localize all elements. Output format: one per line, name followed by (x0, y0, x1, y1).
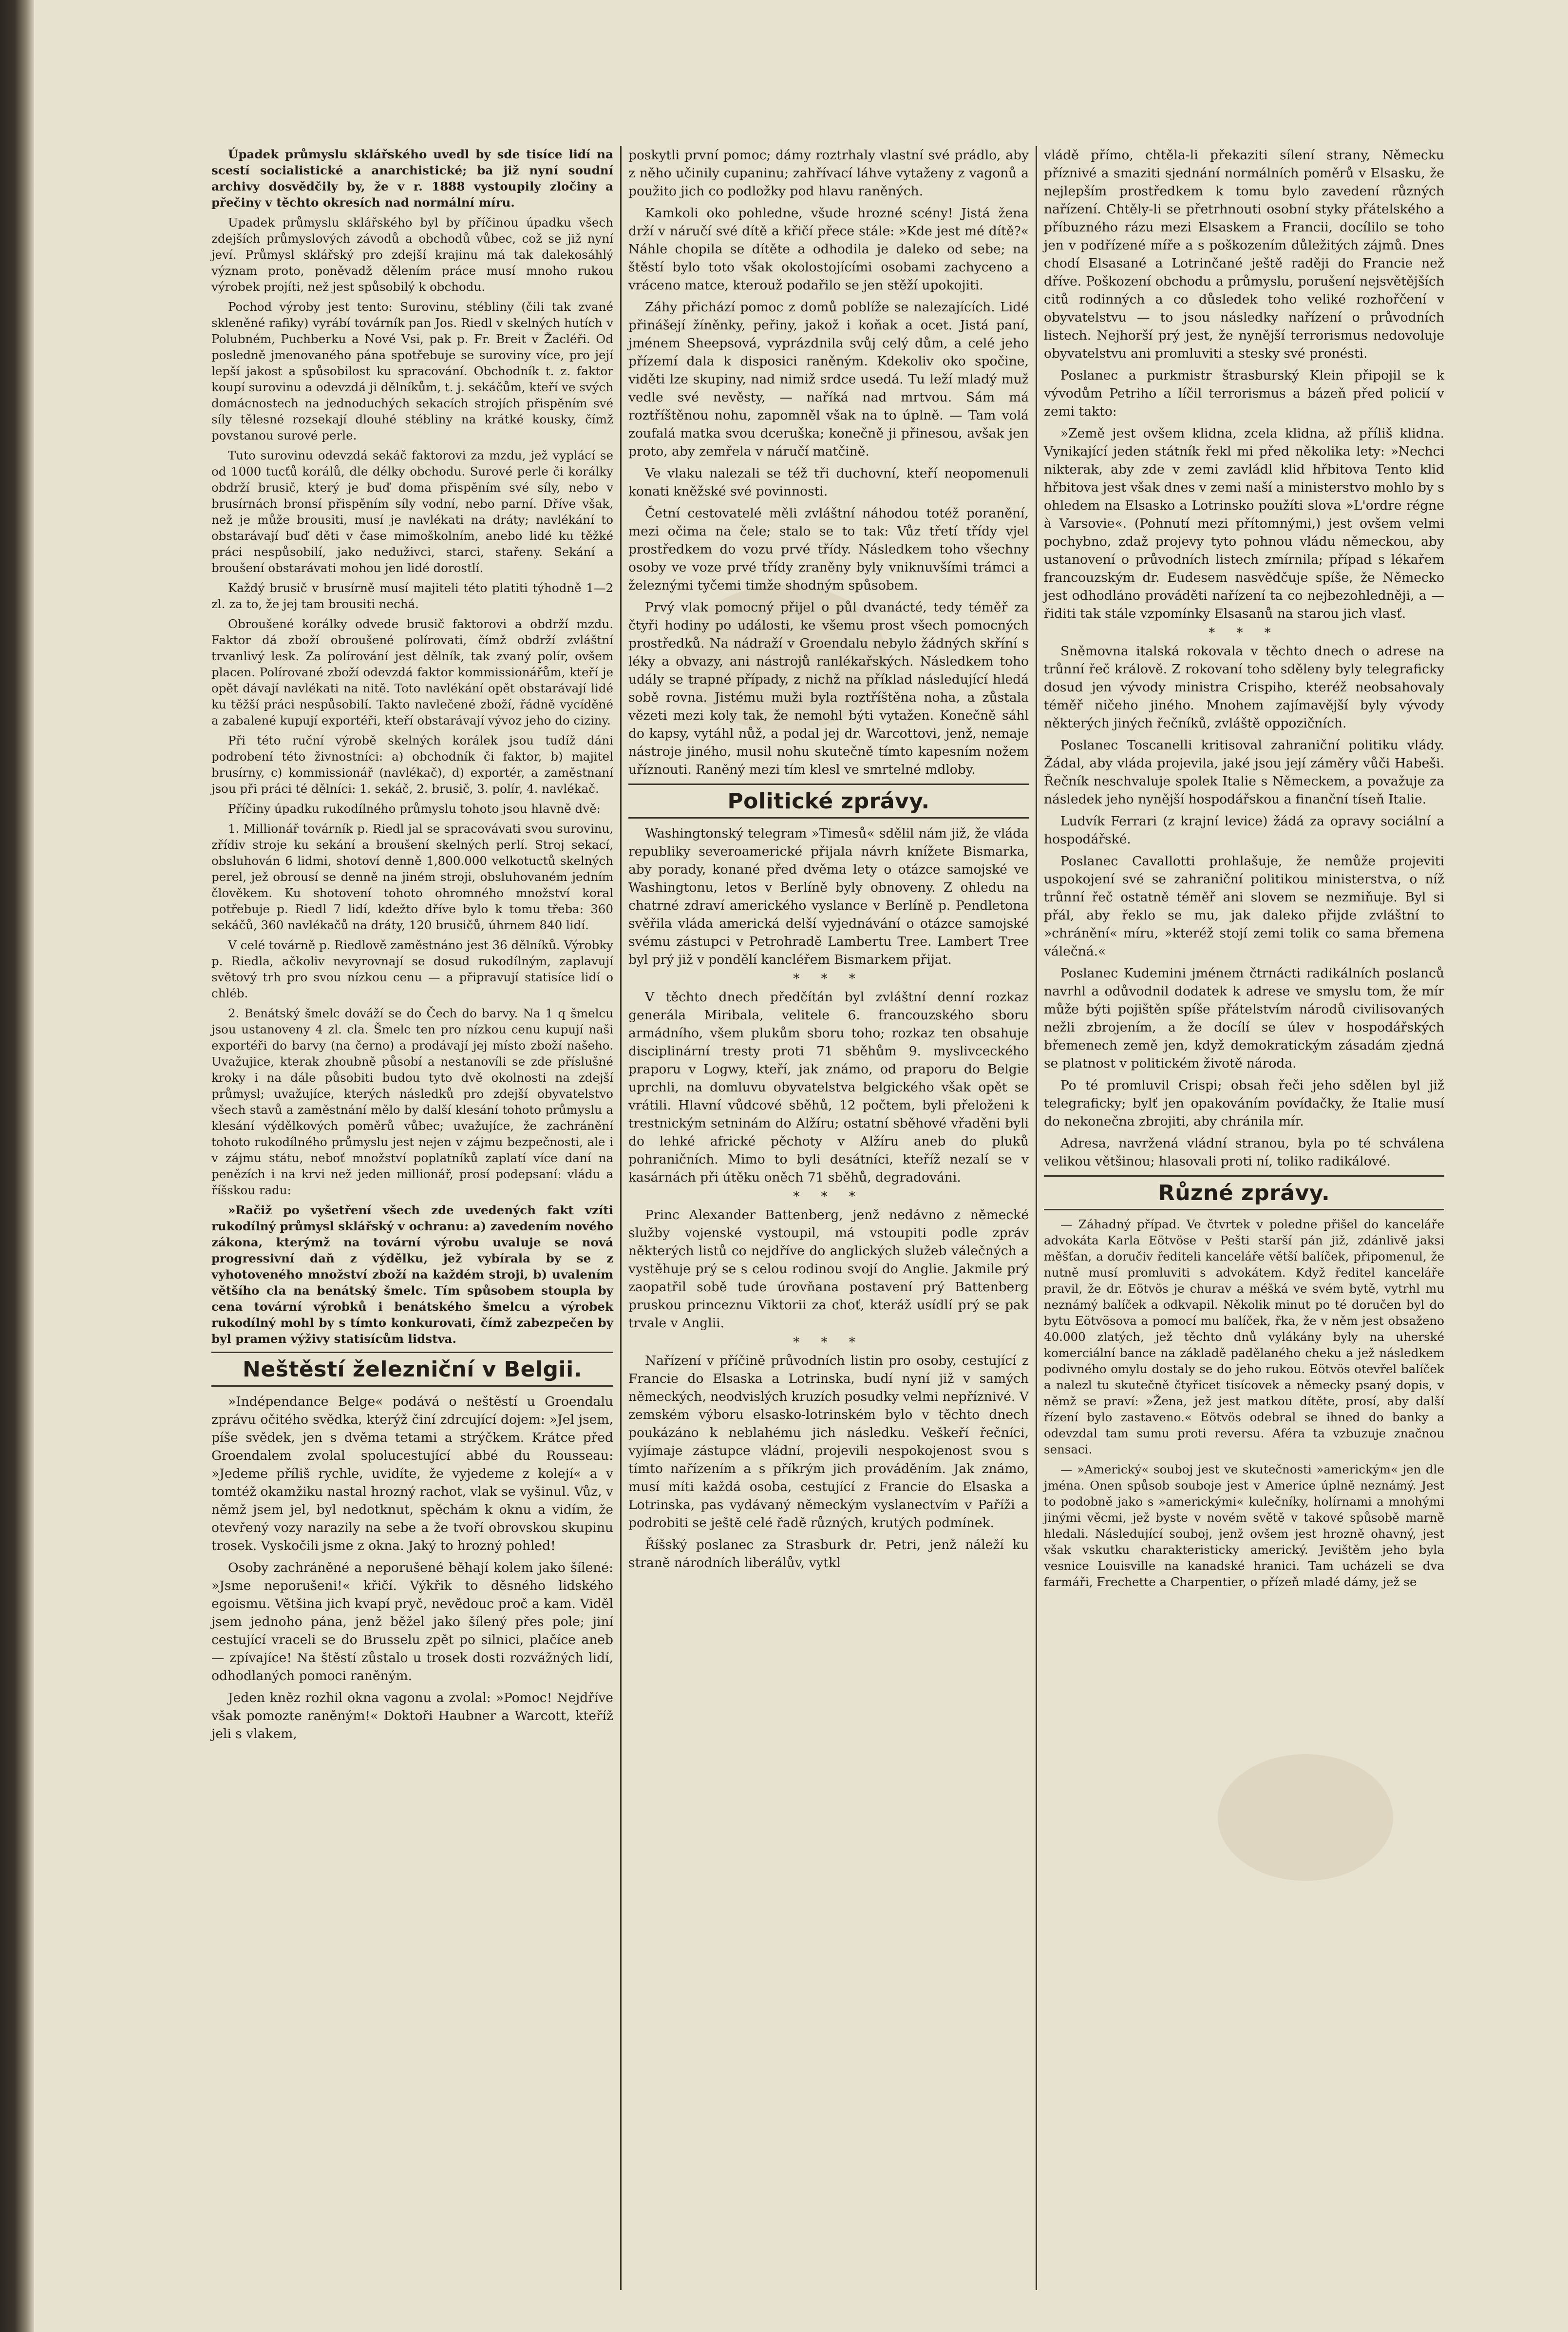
article-paragraph: Ve vlaku nalezali se též tři duchovní, kteří neopomenuli konati kněžské své povinnosti. (628, 466, 1029, 499)
article-paragraph: Washingtonský telegram »Timesů« sdělil nám již, že vláda republiky severoamerické přijala návrh knížete Bismarka, aby porady, konané před dvěma lety o otázce samojské ve Washingtonu, letos v Berlíně byly obnoveny. Z ohledu na chatrné zdraví amerického vyslance v Berlíně p. Pendletona svěřila vláda americká delší vyjednávání o otázce samojské svému zástupci v Petrohradě Lambertu Tree. Lambert Tree byl prý již v pondělí kancléřem Bismarkem přijat. (628, 826, 1029, 967)
article-paragraph: vládě přímo, chtěla-li překaziti sílení strany, Německu příznivé a smaziti sjednání normálních poměrů v Elsasku, že nejlepším prostředkem k tomu bylo zavedení různých nařízení. Chtěly-li se přetrhnouti osobní styky přátelského a příbuzného rázu mezi Elsaskem a Francii, docílilo se toho jen v podřízené míře a s poškozením důležitých zájmů. Dnes chodí Elsasané a Lotrinčané ještě raději do Francie než dříve. Poškození obchodu a průmyslu, porušení nejsvětějších citů rodinných a co důsledek toho veliké rozhořčení v obyvatelstvu — to jsou následky nařízení o průvodních listech. Nejhorší prý jest, že nynější terrorismus nedovoluje obyvatelstvu ani promluviti a stesky své pronésti. (1044, 148, 1444, 361)
article-paragraph: poskytli první pomoc; dámy roztrhaly vlastní své prádlo, aby z něho učinily cupaninu; zahřívací láhve vytaženy z vagonů a použito jich co podložky pod hlavu raněných. (628, 148, 1029, 199)
article-paragraph: Adresa, navržená vládní stranou, byla po té schválena velikou většinou; hlasovali proti ní, toliko radikálové. (1044, 1136, 1444, 1169)
article-paragraph: Poslanec a purkmistr štrasburský Klein připojil se k vývodům Petriho a líčil terrorismus a bázeň před policií v zemi takto: (1044, 368, 1444, 419)
article-paragraph: Po té promluvil Crispi; obsah řeči jeho sdělen byl již telegraficky; bylť jen opakováním povídačky, že Italie musí do nekonečna zbrojiti, aby chránila mír. (1044, 1078, 1444, 1129)
newspaper-page (205, 146, 1452, 2290)
article-paragraph: Úpadek průmyslu sklářského uvedl by sde tisíce lidí na scestí socialistické a anarchistické; ba již nyní soudní archivy dosvědčily by, že v r. 1888 vystoupily zločiny a přečiny v těchto okresích nad normální míru. (211, 147, 613, 210)
section-separator-asterisks: * * * (793, 972, 864, 986)
article-paragraph: Četní cestovatelé měli zvláštní náhodou totéž poranění, mezi očima na čele; stalo se to tak: Vůz třetí třídy vjel prostředkem do vozu prvé třídy. Následkem toho všechny osoby ve voze prvé třídy zraněny byly vniknuvšími trámci a železnými tyčemi timže shodným spůsobem. (628, 506, 1029, 593)
column-2 (620, 146, 1036, 2290)
article-paragraph: Záhy přichází pomoc z domů poblíže se nalezajících. Lidé přinášejí žíněnky, peřiny, jakož i koňak a ocet. Jistá paní, jménem Sheepsová, vyprázdnila svůj celý dům, a celé jeho přízemí dala k disposici raněným. Kdekoliv oko spočine, viděti lze skupiny, nad nimiž srdce usedá. Tu leží mladý muž vedle své nevěsty, — naříká nad mrtvou. Sám má roztříštěnou nohu, zapomněl však na to úplně. — Tam volá zoufalá matka svou dceruška; konečně ji přinesou, avšak jen proto, aby zemřela v náručí matčině. (628, 300, 1029, 459)
page-binding-edge (0, 0, 34, 2332)
article-paragraph: Poslanec Cavallotti prohlašuje, že nemůže projeviti uspokojení své se zahraniční politikou ministerstva, o níž trůnní řeč ostatně téměř ani slovem se nezmiňuje. Byl si přál, aby řeklo se mu, jak daleko přijde zvláštní to »chránění« míru, »kteréž stojí zemi tolik co sama břemena válečná.« (1044, 854, 1444, 959)
section-separator-asterisks: * * * (793, 1335, 864, 1350)
article-paragraph: Obroušené korálky odvede brusič faktorovi a obdrží mzdu. Faktor dá zboží obroušené polírovati, čímž obdrží zvláštní trvanlivý lesk. Za polírování jest dělník, tak zvaný polír, ovšem placen. Polírované zboží odevzdá faktor kommissionářům, kteří je opět dávají navlékati na nitě. Toto navlékání opět obstarávají lidé ku těžší práci nespůsobilí. Takto navlečené zboží, řádně vycíděné a zabalené kupují exportéři, kteří obstarávají vývoz jeho do ciziny. (211, 617, 613, 727)
section-heading-political-news: Politické zprávy. (628, 784, 1029, 819)
article-paragraph: 1. Millionář továrník p. Riedl jal se spracovávati svou surovinu, zřídiv stroje ku sekání a broušení skelných perlí. Stroj sekací, obsluhován 6 lidmi, shotoví denně 1,800.000 velkotuctů skelných perel, jež obrousí se denně na jiném stroji, obsluhovaném jedním člověkem. Ku shotovení tohoto ohromného množství koral potřebuje p. Riedl 7 lidí, kdežto dříve bylo k tomu třeba: 360 sekáčů, 360 navlékačů na dráty, 120 brusičů, úhrnem 840 lidí. (211, 822, 613, 932)
article-paragraph: Upadek průmyslu sklářského byl by příčinou úpadku všech zdejších průmyslových závodů a obchodů vůbec, což se již nyní jeví. Průmysl sklářský pro zdejší krajinu má tak dalekosáhlý význam proto, poněvadž dělením práce musí mnoho rukou výrobek projíti, než jest spůsobilý k obchodu. (211, 215, 613, 294)
article-paragraph: Sněmovna italská rokovala v těchto dnech o adrese na trůnní řeč králově. Z rokovaní toho sděleny byly telegraficky dosud jen vývody ministra Crispiho, kteréž neobsahovaly téměř ničeho jiného. Mnohem zajímavější byly vývody některých jiných řečníků, zvláště oppozičních. (1044, 644, 1444, 731)
article-paragraph: Osoby zachráněné a neporušené běhají kolem jako šílené: »Jsme neporušeni!« křičí. Výkřik to děsného lidského egoismu. Většina jich kvapí pryč, nevědouc proč a kam. Viděl jsem jednoho pána, jenž běžel jako šílený přes pole; jiní cestující vraceli se do Brusselu zpět po silnici, plačíce aneb — zpívajíce! Na štěstí zůstalo u trosek dosti rozvážných lidí, odhodlaných pomoci raněným. (211, 1560, 613, 1683)
article-paragraph: V těchto dnech předčítán byl zvláštní denní rozkaz generála Miribala, velitele 6. francouzského sboru armádního, všem plukům sboru toho; rozkaz ten obsahuje disciplinární tresty proti 71 sběhům 9. myslivceckého praporu v Logwy, kteří, jak známo, od praporu do Belgie uprchli, na domluvu obyvatelstva belgického však opět se vrátili. Hlavní vůdcové sběhů, 12 počtem, byli přeloženi k trestnickým setninám do Alžíru; ostatní sběhové vřaděni byli do lehké africké pěchoty v Alžíru aneb do pluků pohraničních. Mimo to byli desátníci, kteříž nezalí se v kasárnách při útěku oněch 71 sběhů, degradováni. (628, 990, 1029, 1185)
column-3 (1036, 146, 1451, 2290)
article-paragraph: Poslanec Kudemini jménem čtrnácti radikálních poslanců navrhl a odůvodnil dodatek k adrese ve smyslu tom, že mír může býti pojištěn spíše přátelstvím národů civilisovaných nežli zbrojením, a že docílí se úlev v hospodářských břemenech země jen, když demokratickým zásadám zjedná se platnost v politickém životě národa. (1044, 966, 1444, 1071)
article-paragraph: Jeden kněz rozhil okna vagonu a zvolal: »Pomoc! Nejdříve však pomozte raněným!« Doktoři Haubner a Warcott, kteříž jeli s vlakem, (211, 1690, 613, 1741)
article-paragraph: Říšský poslanec za Strasburk dr. Petri, jenž náleží ku straně národních liberálův, vytkl (628, 1537, 1029, 1570)
article-paragraph: Při této ruční výrobě skelných korálek jsou tudíž dáni podrobení této živnostníci: a) obchodník či faktor, b) majitel brusírny, c) kommissionář (navlékač), d) exportér, a zaměstnaní jsou při práci té dělníci: 1. sekáč, 2. brusič, 3. polír, 4. navlékač. (211, 733, 613, 796)
article-paragraph: — »Americký« souboj jest ve skutečnosti »americkým« jen dle jména. Onen spůsob souboje jest v Americe úplně neznámý. Jest to podobně jako s »americkými« kulečníky, holírnami a mnohými jinými věcmi, jež byste v novém světě v takové spůsobě marně hledali. Následující souboj, jenž ovšem jest hrozně ohavný, jest však vskutku charakteristicky americký. Jevištěm jeho byla vesnice Louisville na kanadské hranici. Tam ucházeli se dva farmáři, Frechette a Charpentier, o přízeň mladé dámy, jež se (1044, 1462, 1444, 1589)
article-paragraph: Kamkoli oko pohledne, všude hrozné scény! Jistá žena drží v náručí své dítě a křičí přece stále: »Kde jest mé dítě?« Náhle chopila se dítěte a odhodila je daleko od sebe; na štěstí bylo toto však okolostojícími osobami zachyceno a vráceno matce, kterouž podařilo se jen stěží upokojiti. (628, 206, 1029, 293)
article-paragraph: »Indépendance Belge« podává o neštěstí u Groendalu zprávu očitého svědka, kterýž činí zdrcující dojem: »Jel jsem, píše svědek, jen s dvěma tetami a strýčkem. Krátce před Groendalem zvolal spolucestující abbé du Rousseau: »Jedeme příliš rychle, uvidíte, že vyjedeme z kolejí« a v tomtéž okamžiku nastal hrozný rachot, vlak se vyšinul. Vůz, v němž jsem jel, byl nedotknut, spěchám k oknu a vidím, že otevřený vozy narazily na sebe a že tvoří obrovskou skupinu trosek. Vyskočili jsme z okna. Jaký to hrozný pohled! (211, 1394, 613, 1553)
section-heading-railway-accident: Neštěstí železniční v Belgii. (211, 1352, 613, 1387)
article-paragraph: »Račiž po vyšetření všech zde uvedených fakt vzíti rukodílný průmysl sklářský v ochranu: a) zavedením nového zákona, kterýmž na tovární výrobu uvaluje se nová progressivní daň z výdělku, jež vybírala by se z vyhotoveného množství zboží na každém stroji, b) uvalením většího cla na benátský šmelc. Tím spůsobem stoupla by cena tovární výrobků i benátského šmelcu a výrobek rukodílný mohl by s tímto konkurovati, čímž zabezpečen by byl pramen výživy statisícům lidstva. (211, 1203, 613, 1346)
article-paragraph: Každý brusič v brusírně musí majiteli této platiti týhodně 1—2 zl. za to, že jej tam brousiti nechá. (211, 581, 613, 611)
article-paragraph: V celé továrně p. Riedlově zaměstnáno jest 36 dělníků. Výrobky p. Riedla, ačkoliv nevyrovnají se dosud rukodílným, zaplavují světový trh pro svou nízkou cenu — a připravují statisíce lidí o chléb. (211, 938, 613, 1000)
article-paragraph: Princ Alexander Battenberg, jenž nedávno z německé služby vojenské vystoupil, má vstoupiti podle zpráv některých listů co nejdříve do anglických služeb válečných a vystěhuje prý se s celou rodinou svojí do Anglie. Jakmile prý zaopatřil sobě tude úrovňana postavení prý Battenberg pruskou princeznu Viktorii za choť, kteráž usídlí prý se pak trvale v Anglii. (628, 1207, 1029, 1331)
article-paragraph: Příčiny úpadku rukodílného průmyslu tohoto jsou hlavně dvě: (228, 802, 601, 816)
article-paragraph: Nařízení v příčině průvodních listin pro osoby, cestující z Francie do Elsaska a Lotrinska, budí nyní již v samých německých, neodvislých kruzích posudky velmi nepříznivé. V zemském výboru elsasko-lotrinském bylo v těchto dnech poukázáno k neblahému jich následku. Veškeří řečníci, vyjímaje zástupce vládní, projevili nespokojenost svou s tímto nařízením a s příkrým jich prováděním. Jak známo, musí míti každá osoba, cestující z Francie do Elsaska a Lotrinska, pas vydávaný německým vyslanectvím v Paříži a podrobiti se ještě celé řadě různých, krutých podmínek. (628, 1353, 1029, 1530)
article-paragraph: — Záhadný případ. Ve čtvrtek v poledne přišel do kanceláře advokáta Karla Eötvöse v Pešti starší pán již, zdánlivě jaksi měšťan, a doručiv řediteli kanceláře větší balíček, připomenul, že nutně musí promluviti s advokátem. Když ředitel kanceláře pravil, že dr. Eötvös je churav a méšká ve svém bytě, vytrhl mu neznámý balíček a odkvapil. Několik minut po té doručen byl do bytu Eötvösova a pomocí mu balíček, řka, že v něm jest obsaženo 40.000 zlatých, jež těchto dnů vylákány byly na uherské komerciální bance na základě padělaného cheku a jež následkem podivného omylu dostaly se do jeho rukou. Eötvös otevřel balíček a nalezl tu skutečně čtyřicet tisícovek a německy psaný dopis, v němž se praví: »Žena, jež jest matkou dítěte, prosí, aby další řízení bylo zastaveno.« Eötvös odebral se ihned do banky a odevzdal tam sumu proti reversu. Aféra ta vzbuzuje značnou sensaci. (1044, 1217, 1444, 1456)
section-separator-asterisks: * * * (793, 1189, 864, 1204)
article-paragraph: 2. Benátský šmelc dováží se do Čech do barvy. Na 1 q šmelcu jsou ustanoveny 4 zl. cla. Šmelc ten pro nízkou cenu kupují naši exportéři do barvy (na černo) a prodávají jej místo zboží našeho. Uvažujice, kterak zhoubně působí a nestanovíli se zde příslušné kroky i na dále působiti budou tyto dvě okolnosti na zdejší průmysl; uvažujíce, kterých následků pro zdejší obyvatelstvo všech stavů a zaměstnání mělo by další klesání tohoto průmyslu a klesání výdělkových poměrů vůbec; uvažujíce, že zachránění tohoto rukodílného průmyslu jest nejen v zájmu bezpečnosti, ale i v zájmu státu, neboť množství poplatníků zaplatí více daní na penězích i na krvi než jeden millionář, prosí podepsaní: vládu a říšskou radu: (211, 1006, 613, 1197)
article-paragraph: Pochod výroby jest tento: Surovinu, stébliny (čili tak zvané skleněné rafiky) vyrábí továrník pan Jos. Riedl v skelných hutích v Polubném, Puchberku a Nové Vsi, pak p. Fr. Breit v Žacléři. Od posledně jmenovaného pána spotřebuje se suroviny více, pro její lepší jakost a spůsobilost ku spracování. Obchodník t. z. faktor koupí surovinu a odevzdá ji dělníkům, t. j. sekáčům, kteří ve svých domácnostech na jednoduchých sekacích strojích přispěním své síly tělesné rozsekají dlouhé stébliny na krátké kousky, čímž povstanou surové perle. (211, 300, 613, 442)
article-paragraph: Ludvík Ferrari (z krajní levice) žádá za opravy sociální a hospodářské. (1044, 814, 1444, 847)
section-separator-asterisks: * * * (1209, 626, 1280, 640)
article-paragraph: »Země jest ovšem klidna, zcela klidna, až příliš klidna. Vynikající jeden státník řekl mi před několika lety: »Nechci nikterak, aby zde v zemi zavládl klid hřbitova Tento klid hřbitova jest však dnes v zemi naší a ministerstvo mohlo by s ohledem na Elsasko a Lotrinsko použíti slova »L'ordre régne à Varsovie«. (Pohnutí mezi přítomnými,) jest ovšem velmi pochybno, zdaž projevy tyto pohnou vládu německou, aby ustanovení o průvodních listech zmírnila; případ s lékařem francouzským dr. Eudesem nasvědčuje spíše, že Německo jest odhodláno prováděti nařízení ta co nejbezohledněji, a — řiditi tak stále vzpomínky Elsasanů na starou jich vlasť. (1044, 426, 1444, 621)
article-paragraph: Prvý vlak pomocný přijel o půl dvanácté, tedy téměř za čtyři hodiny po události, ke všemu prost všech pomocných prostředků. Na nádraží v Groendalu nebylo žádných skříní s léky a obvazy, ani nástrojů ranlékařských. Následkem toho udály se trapné případy, z nichž na příklad následující hledá sobě rovna. Jistému muži byla roztříštěna noha, a zůstala vězeti mezi koly tak, že nemohl býti vytažen. Konečně sáhl do kapsy, vytáhl nůž, a podal jej dr. Warcottovi, jenž, nemaje nástroje jiného, musil nohu skutečně tímto kapesním nožem uříznouti. Raněný mezi tím klesl ve smrtelné mdloby. (628, 600, 1029, 777)
section-heading-miscellaneous-news: Různé zprávy. (1044, 1175, 1444, 1210)
column-1 (205, 146, 620, 2290)
article-paragraph: Tuto surovinu odevzdá sekáč faktorovi za mzdu, jež vyplácí se od 1000 tucťů korálů, dle délky obchodu. Surové perle či korálky obdrží brusič, který je buď doma přispěním své síly, nebo v brusírnách bronsí přispěním síly vodní, nebo parní. Dříve však, než je může brousiti, musí je navlékati na dráty; navlékání to obstarávají buď děti v čase mimoškolním, anebo lidé ku těžké práci nespůsobilí, jako neduživci, starci, stařeny. Sekání a broušení obstarávati mohou jen lidé dorostlí. (211, 448, 613, 575)
article-paragraph: Poslanec Toscanelli kritisoval zahraniční politiku vlády. Žádal, aby vláda projevila, jaké jsou její záměry vůči Habeši. Řečník neschvaluje spolek Italie s Německem, a považuje za následek jeho nynější hospodářskou a finanční tíseň Italie. (1044, 738, 1444, 807)
